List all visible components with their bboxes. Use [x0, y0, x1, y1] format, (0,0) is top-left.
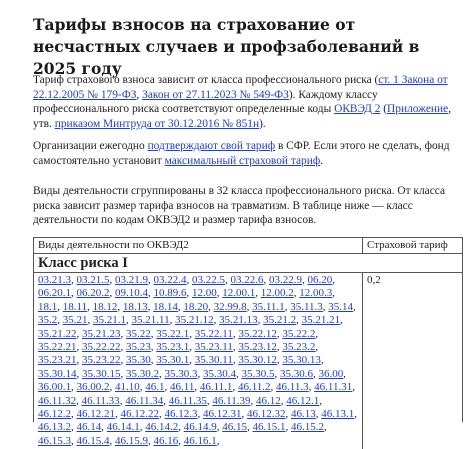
okved-code-link[interactable]: 46.12.3: [165, 408, 198, 420]
okved-code-link[interactable]: 35.23.21: [38, 354, 77, 366]
okved-code-link[interactable]: 46.15.2: [291, 421, 324, 433]
column-header-rate: Страховой тариф: [363, 238, 463, 254]
okved-code-link[interactable]: 35.22.22: [82, 341, 121, 353]
okved-code-link[interactable]: 35.21.21: [302, 314, 341, 326]
okved-code-link[interactable]: 06.20: [308, 274, 333, 286]
okved-code-link[interactable]: 46.12: [256, 395, 281, 407]
okved-code-link[interactable]: 35.30.2: [126, 368, 159, 380]
code-separator: ,: [313, 368, 319, 380]
link-confirm-tariff[interactable]: подтверждают свой тариф: [148, 140, 276, 152]
okved-code-link[interactable]: 03.22.6: [231, 274, 264, 286]
okved-code-link[interactable]: 35.30: [126, 354, 151, 366]
okved-code-link[interactable]: 35.14: [328, 301, 353, 313]
code-separator: ,: [87, 301, 93, 313]
code-separator: ,: [121, 341, 127, 353]
text-run: ,: [136, 89, 142, 101]
code-separator: ,: [148, 274, 154, 286]
code-separator: ,: [159, 368, 165, 380]
okved-code-link[interactable]: 35.30.1: [156, 354, 189, 366]
code-separator: ,: [189, 354, 195, 366]
okved-code-link[interactable]: 03.22.4: [154, 274, 187, 286]
okved-code-link[interactable]: 46.16: [154, 435, 179, 447]
paragraph-confirm-tariff: [33, 139, 463, 168]
okved-code-link[interactable]: 35.23.12: [238, 341, 277, 353]
code-separator: ,: [101, 421, 107, 433]
okved-code-link[interactable]: 35.30.13: [282, 354, 321, 366]
okved-code-link[interactable]: 46.14.2: [145, 421, 178, 433]
okved-code-link[interactable]: 32.99.8: [214, 301, 247, 313]
okved-code-link[interactable]: 12.00.3: [299, 287, 332, 299]
okved-code-link[interactable]: 06.20.1: [38, 287, 71, 299]
okved-code-link[interactable]: 46.14.9: [184, 421, 217, 433]
code-separator: ,: [277, 341, 283, 353]
okved-code-link[interactable]: 46.11.31: [314, 381, 352, 393]
code-separator: ,: [110, 435, 116, 447]
okved-code-link[interactable]: 46.16.1: [184, 435, 217, 447]
okved-code-link[interactable]: 46.15.1: [253, 421, 286, 433]
code-separator: ,: [189, 328, 195, 340]
okved-code-link[interactable]: 35.21.12: [175, 314, 214, 326]
code-separator: ,: [285, 301, 291, 313]
okved-code-link[interactable]: 46.11.2: [238, 381, 271, 393]
text-run: (: [380, 103, 387, 115]
code-separator: ,: [194, 381, 200, 393]
code-separator: ,: [225, 274, 231, 286]
okved-code-link[interactable]: 18.20: [183, 301, 208, 313]
paragraph-risk-class: [33, 73, 463, 132]
code-separator: ,: [165, 381, 171, 393]
okved-code-link[interactable]: 10.89.6: [154, 287, 187, 299]
code-separator: ,: [71, 274, 77, 286]
code-separator: ,: [198, 368, 204, 380]
code-separator: ,: [121, 328, 127, 340]
code-separator: ,: [151, 341, 157, 353]
code-separator: ,: [315, 341, 318, 353]
page-title: Тарифы взносов на страхование от несчастных случаев и профзаболеваний в 2025 году: [33, 14, 463, 80]
code-separator: ,: [115, 408, 121, 420]
code-separator: ,: [110, 287, 116, 299]
okved-code-link[interactable]: 35.30.3: [165, 368, 198, 380]
code-separator: ,: [233, 341, 239, 353]
code-separator: ,: [121, 368, 127, 380]
link-appendix[interactable]: Приложение: [387, 103, 448, 115]
code-separator: ,: [57, 314, 63, 326]
code-separator: ,: [332, 274, 335, 286]
code-separator: ,: [187, 274, 193, 286]
code-separator: ,: [315, 328, 318, 340]
code-separator: ,: [217, 435, 220, 447]
okved-code-link[interactable]: 46.11.33: [82, 395, 120, 407]
okved-code-link[interactable]: 46.1: [145, 381, 164, 393]
okved-code-link[interactable]: 03.22.9: [269, 274, 302, 286]
code-separator: ,: [187, 287, 193, 299]
code-separator: ,: [170, 314, 176, 326]
okved-code-link[interactable]: 35.22: [126, 328, 151, 340]
code-separator: ,: [126, 314, 132, 326]
link-max-tariff[interactable]: максимальный страховой тариф: [165, 155, 321, 167]
code-separator: ,: [319, 395, 322, 407]
code-separator: ,: [275, 368, 281, 380]
okved-code-link[interactable]: 35.22.12: [238, 328, 277, 340]
okved-code-link[interactable]: 36.00.1: [38, 381, 71, 393]
code-separator: ,: [189, 341, 195, 353]
okved-code-link[interactable]: 36.00: [319, 368, 344, 380]
code-separator: ,: [247, 421, 253, 433]
code-separator: ,: [77, 368, 83, 380]
code-separator: ,: [148, 287, 154, 299]
code-separator: ,: [71, 287, 77, 299]
code-separator: ,: [77, 328, 83, 340]
code-separator: ,: [217, 421, 223, 433]
code-separator: ,: [302, 274, 308, 286]
okved-code-link[interactable]: 18.1: [38, 301, 57, 313]
okved-code-link[interactable]: 46.11.34: [125, 395, 163, 407]
code-separator: ,: [71, 381, 77, 393]
text-run: ). Каждому классу профессионального риска соответствуют определенные коды: [33, 89, 378, 116]
okved-code-link[interactable]: 46.12.32: [247, 408, 286, 420]
code-separator: ,: [140, 381, 146, 393]
code-separator: ,: [151, 328, 157, 340]
okved-code-link[interactable]: 35.23.11: [195, 341, 233, 353]
okved-code-link[interactable]: 35.30.5: [242, 368, 275, 380]
code-separator: ,: [247, 301, 253, 313]
code-separator: ,: [323, 301, 329, 313]
code-separator: ,: [120, 395, 126, 407]
link-law-549[interactable]: Закон от 27.11.2023 № 549-ФЗ: [142, 89, 289, 101]
okved-code-link[interactable]: 35.22.21: [38, 341, 77, 353]
okved-code-link[interactable]: 35.21.2: [263, 314, 296, 326]
okved-code-link[interactable]: 35.21.1: [93, 314, 126, 326]
link-order-851n[interactable]: приказом Минтруда от 30.12.2016 № 851н: [55, 118, 259, 130]
okved-code-link[interactable]: 12.00: [192, 287, 217, 299]
code-separator: ,: [340, 314, 343, 326]
code-separator: ,: [352, 381, 355, 393]
risk-class-heading: Класс риска I: [34, 254, 462, 273]
code-separator: ,: [233, 328, 239, 340]
okved-code-link[interactable]: 46.12.31: [203, 408, 242, 420]
okved-code-link[interactable]: 35.11.1: [252, 301, 285, 313]
okved-code-link[interactable]: 46.13.1: [321, 408, 354, 420]
code-separator: ,: [71, 408, 77, 420]
tariff-table: [33, 237, 463, 422]
code-separator: ,: [324, 421, 327, 433]
text-run: .: [320, 155, 323, 167]
okved-code-link[interactable]: 35.22.11: [195, 328, 233, 340]
code-separator: ,: [255, 287, 261, 299]
code-separator: ,: [309, 381, 315, 393]
code-separator: ,: [159, 408, 165, 420]
code-separator: ,: [207, 395, 213, 407]
okved-code-link[interactable]: 18.14: [153, 301, 178, 313]
okved-code-link[interactable]: 46.15: [222, 421, 247, 433]
text-run: Тариф страхового взноса зависит от класса профессионального риска (: [33, 74, 378, 86]
okved-code-link[interactable]: 46.14.1: [107, 421, 140, 433]
code-separator: ,: [233, 354, 239, 366]
text-run: Организации ежегодно: [33, 140, 148, 152]
table-header-row: [34, 238, 462, 254]
code-separator: ,: [148, 301, 154, 313]
code-separator: ,: [277, 328, 283, 340]
okved-code-link[interactable]: 46.12.1: [286, 395, 319, 407]
code-separator: ,: [77, 341, 83, 353]
okved-code-link[interactable]: 03.21.3: [38, 274, 71, 286]
okved-code-link[interactable]: 06.20.2: [77, 287, 110, 299]
code-separator: ,: [208, 301, 214, 313]
code-separator: ,: [76, 395, 82, 407]
code-separator: ,: [343, 368, 346, 380]
okved-code-link[interactable]: 35.21.23: [82, 328, 121, 340]
okved-code-link[interactable]: 35.22.2: [282, 328, 315, 340]
code-separator: ,: [236, 368, 242, 380]
code-separator: ,: [242, 408, 248, 420]
code-separator: ,: [353, 301, 356, 313]
code-separator: ,: [140, 421, 146, 433]
okved-code-link[interactable]: 35.30.14: [38, 368, 77, 380]
okved-code-link[interactable]: 12.00.2: [261, 287, 294, 299]
okved-code-link[interactable]: 46.15.4: [77, 435, 110, 447]
okved-codes-cell: [34, 273, 363, 449]
okved-code-link[interactable]: 35.22.1: [156, 328, 189, 340]
okved-code-link[interactable]: 46.11.32: [38, 395, 76, 407]
code-separator: ,: [121, 354, 127, 366]
okved-code-link[interactable]: 46.15.9: [115, 435, 148, 447]
rate-cell: 0,2: [363, 273, 463, 449]
code-separator: ,: [110, 274, 116, 286]
okved-code-link[interactable]: 46.12.2: [38, 408, 71, 420]
text-run: , утв.: [33, 103, 451, 130]
code-separator: ,: [354, 408, 357, 420]
code-separator: ,: [88, 314, 94, 326]
code-separator: ,: [294, 287, 300, 299]
okved-code-link[interactable]: 46.13.2: [38, 421, 71, 433]
column-header-activities: Виды деятельности по ОКВЭД2: [34, 238, 363, 254]
code-separator: ,: [250, 395, 256, 407]
okved-code-link[interactable]: 46.13: [291, 408, 316, 420]
okved-code-link[interactable]: 35.23: [126, 341, 151, 353]
link-law-179[interactable]: ст. 1 Закона от 22.12.2005 № 179-ФЗ: [33, 74, 448, 101]
okved-code-link[interactable]: 46.11.39: [212, 395, 250, 407]
okved-code-link[interactable]: 35.2: [38, 314, 57, 326]
code-separator: ,: [232, 381, 238, 393]
code-separator: ,: [277, 354, 283, 366]
code-separator: ,: [117, 301, 123, 313]
code-separator: ,: [110, 381, 116, 393]
code-separator: ,: [217, 287, 223, 299]
okved-code-link[interactable]: 18.12: [93, 301, 118, 313]
code-separator: ,: [321, 354, 324, 366]
okved-code-link[interactable]: 09.10.4: [115, 287, 148, 299]
okved-code-link[interactable]: 35.21.13: [219, 314, 258, 326]
code-separator: ,: [286, 408, 292, 420]
code-separator: ,: [178, 435, 184, 447]
code-separator: ,: [271, 381, 277, 393]
code-separator: ,: [71, 435, 77, 447]
code-separator: ,: [163, 395, 169, 407]
code-separator: ,: [214, 314, 220, 326]
code-separator: ,: [148, 435, 154, 447]
okved-code-link[interactable]: 35.23.22: [82, 354, 121, 366]
okved-code-link[interactable]: 35.30.11: [195, 354, 233, 366]
code-separator: ,: [198, 408, 204, 420]
okved-code-link[interactable]: 35.30.4: [203, 368, 236, 380]
okved-code-link[interactable]: 03.22.5: [192, 274, 225, 286]
okved-code-link[interactable]: 41.10: [115, 381, 140, 393]
code-separator: ,: [71, 421, 77, 433]
table-row: [34, 273, 462, 449]
okved-code-link[interactable]: 03.21.9: [115, 274, 148, 286]
okved-code-link[interactable]: 46.11.35: [169, 395, 207, 407]
code-separator: ,: [77, 354, 83, 366]
tariff-table-grid: [34, 238, 462, 449]
link-okved2[interactable]: ОКВЭД 2: [334, 103, 380, 115]
code-separator: ,: [332, 287, 335, 299]
code-separator: ,: [281, 395, 287, 407]
okved-code-link[interactable]: 18.11: [63, 301, 87, 313]
risk-class-band-row: [34, 254, 462, 273]
okved-code-link[interactable]: 35.21: [63, 314, 88, 326]
okved-code-link[interactable]: 35.21.11: [132, 314, 170, 326]
okved-code-link[interactable]: 46.11.3: [276, 381, 309, 393]
okved-code-link[interactable]: 18.13: [123, 301, 148, 313]
okved-code-link[interactable]: 35.30.15: [82, 368, 121, 380]
okved-code-link[interactable]: 35.11.3: [290, 301, 323, 313]
okved-code-link[interactable]: 35.30.6: [280, 368, 313, 380]
code-separator: ,: [296, 314, 302, 326]
code-separator: ,: [316, 408, 322, 420]
code-separator: ,: [258, 314, 264, 326]
code-separator: ,: [57, 301, 63, 313]
okved-code-link[interactable]: 36.00.2: [77, 381, 110, 393]
okved-code-link[interactable]: 46.11: [170, 381, 194, 393]
code-separator: ,: [178, 421, 184, 433]
text-run: ).: [259, 118, 266, 130]
code-separator: ,: [178, 301, 184, 313]
okved-code-link[interactable]: 46.15.3: [38, 435, 71, 447]
okved-code-link[interactable]: 03.21.5: [77, 274, 110, 286]
code-separator: ,: [151, 354, 157, 366]
okved-code-link[interactable]: 46.11.1: [200, 381, 233, 393]
okved-code-link[interactable]: 35.23.2: [282, 341, 315, 353]
okved-code-link[interactable]: 35.30.12: [238, 354, 277, 366]
code-separator: ,: [264, 274, 270, 286]
code-separator: ,: [286, 421, 292, 433]
okved-code-link[interactable]: 35.21.22: [38, 328, 77, 340]
okved-code-link[interactable]: 12.00.1: [222, 287, 255, 299]
okved-code-link[interactable]: 35.23.1: [156, 341, 189, 353]
okved-code-link[interactable]: 46.12.21: [77, 408, 116, 420]
okved-code-link[interactable]: 46.14: [77, 421, 102, 433]
paragraph-classes-intro: Виды деятельности сгруппированы в 32 класса профессионального риска. От класса риска зависит размер тарифа взносов на травматизм. В таблице ниже — класс деятельности по кодам ОКВЭД2 и размер тарифа взносов.: [33, 184, 463, 228]
text-run: в СФР. Если этого не сделать, фонд самостоятельно установит: [33, 140, 450, 167]
okved-code-link[interactable]: 46.12.22: [121, 408, 160, 420]
